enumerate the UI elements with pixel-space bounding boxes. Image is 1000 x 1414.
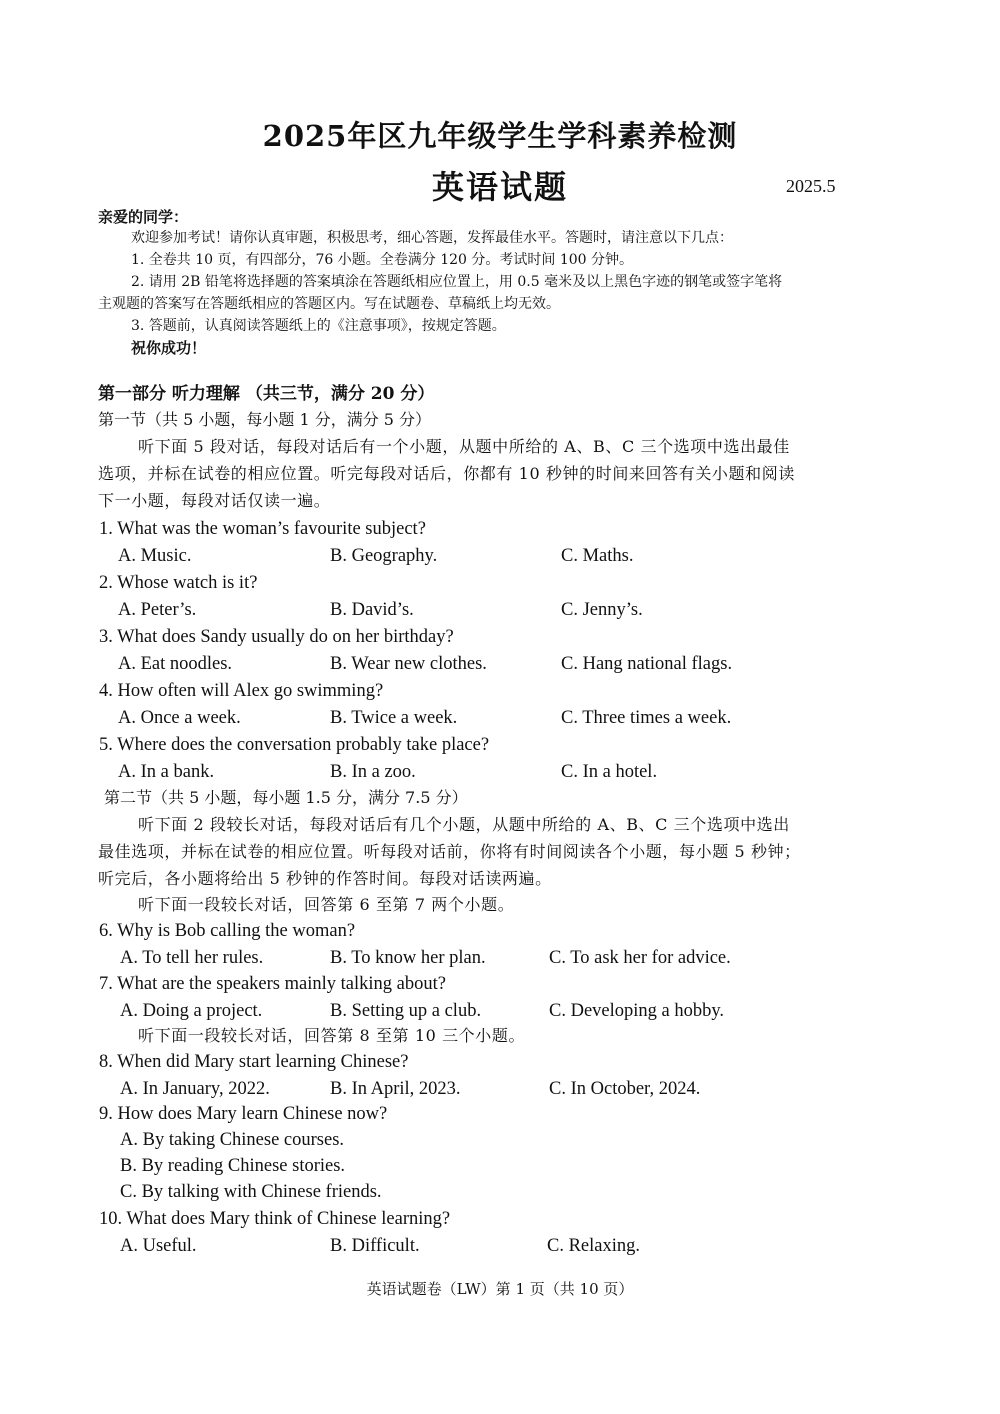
question-stem: 5. Where does the conversation probably take place?: [99, 735, 490, 755]
option-c: C. In a hotel.: [561, 762, 658, 782]
subject-title: 英语试题: [431, 168, 568, 206]
question-stem: 7. What are the speakers mainly talking about?: [99, 974, 446, 994]
question-stem: 6. Why is Bob calling the woman?: [99, 921, 356, 941]
exam-title: 2025年区九年级学生学科素养检测: [262, 119, 738, 153]
section2-lead-2: 听下面一段较长对话，回答第 8 至第 10 三个小题。: [138, 1026, 526, 1045]
notice-item-1: 1. 全卷共 10 页，有四部分，76 小题。全卷满分 120 分。考试时间 100 分钟。: [131, 252, 634, 268]
notice-item-2: 2. 请用 2B 铅笔将选择题的答案填涂在答题纸相应位置上，用 0.5 毫米及以上黑色字迹的钢笔或签字笔将: [131, 274, 783, 290]
option-a: A. Peter’s.: [118, 600, 197, 620]
option-c: C. Relaxing.: [547, 1236, 641, 1256]
question-stem: 9. How does Mary learn Chinese now?: [99, 1104, 388, 1124]
option-b: B. In a zoo.: [330, 762, 416, 782]
section1-title: 第一节（共 5 小题，每小题 1 分，满分 5 分）: [98, 410, 432, 429]
option-b: B. David’s.: [330, 600, 414, 620]
notice-item-3: 3. 答题前，认真阅读答题纸上的《注意事项》，按规定答题。: [131, 318, 506, 334]
question-stem: 3. What does Sandy usually do on her birthday?: [99, 627, 454, 647]
option-b: B. Difficult.: [330, 1236, 420, 1256]
section2-directions-1: 听下面 2 段较长对话，每段对话后有几个小题，从题中所给的 A、B、C 三个选项中选出: [138, 815, 790, 834]
notice-item-2-cont: 主观题的答案写在答题纸相应的答题区内。写在试题卷、草稿纸上均无效。: [98, 296, 560, 312]
option-b: B. In April, 2023.: [330, 1079, 461, 1099]
option-c: C. Developing a hobby.: [549, 1001, 725, 1021]
option-b: B. Setting up a club.: [330, 1001, 482, 1021]
greeting: 亲爱的同学：: [98, 208, 189, 226]
question-stem: 10. What does Mary think of Chinese learning?: [99, 1209, 451, 1229]
section1-directions-3: 下一小题，每段对话仅读一遍。: [98, 491, 331, 510]
section2-title: 第二节（共 5 小题，每小题 1.5 分，满分 7.5 分）: [104, 788, 468, 807]
option-b: B. Wear new clothes.: [330, 654, 487, 674]
option-c: C. Jenny’s.: [561, 600, 643, 620]
page-footer: 英语试题卷（LW）第 1 页（共 10 页）: [366, 1280, 634, 1298]
option-c: C. By talking with Chinese friends.: [120, 1182, 382, 1202]
notice-wish: 祝你成功！: [131, 339, 207, 357]
option-b: B. By reading Chinese stories.: [120, 1156, 346, 1176]
option-a: A. In January, 2022.: [120, 1079, 270, 1099]
section1-directions-2: 选项，并标在试卷的相应位置。听完每段对话后，你都有 10 秒钟的时间来回答有关小题和阅读: [98, 464, 795, 483]
option-a: A. By taking Chinese courses.: [120, 1130, 345, 1150]
option-b: B. Twice a week.: [330, 708, 458, 728]
option-a: A. Music.: [118, 546, 192, 566]
option-c: C. Hang national flags.: [561, 654, 733, 674]
option-a: A. Useful.: [120, 1236, 197, 1256]
section2-directions-3: 听完后，各小题将给出 5 秒钟的作答时间。每段对话读两遍。: [98, 869, 552, 888]
notice-intro: 欢迎参加考试！请你认真审题，积极思考，细心答题，发挥最佳水平。答题时，请注意以下几点：: [131, 230, 733, 246]
option-a: A. To tell her rules.: [120, 948, 264, 968]
option-c: C. In October, 2024.: [549, 1079, 701, 1099]
option-b: B. To know her plan.: [330, 948, 486, 968]
option-b: B. Geography.: [330, 546, 438, 566]
question-stem: 2. Whose watch is it?: [99, 573, 258, 593]
option-a: A. Doing a project.: [120, 1001, 263, 1021]
section2-lead-1: 听下面一段较长对话，回答第 6 至第 7 两个小题。: [138, 895, 515, 914]
option-c: C. Maths.: [561, 546, 634, 566]
question-stem: 1. What was the woman’s favourite subject?: [99, 519, 426, 539]
section1-directions-1: 听下面 5 段对话，每段对话后有一个小题，从题中所给的 A、B、C 三个选项中选出最佳: [138, 437, 790, 456]
exam-date: 2025.5: [786, 176, 836, 196]
question-stem: 8. When did Mary start learning Chinese?: [99, 1052, 409, 1072]
section2-directions-2: 最佳选项，并标在试卷的相应位置。听每段对话前，你将有时间阅读各个小题，每小题 5 秒钟；: [98, 842, 801, 861]
question-stem: 4. How often will Alex go swimming?: [99, 681, 384, 701]
option-c: C. To ask her for advice.: [549, 948, 731, 968]
option-a: A. Eat noodles.: [118, 654, 233, 674]
option-c: C. Three times a week.: [561, 708, 732, 728]
part1-title: 第一部分 听力理解 （共三节，满分 20 分）: [98, 384, 435, 404]
option-a: A. Once a week.: [118, 708, 241, 728]
option-a: A. In a bank.: [118, 762, 215, 782]
